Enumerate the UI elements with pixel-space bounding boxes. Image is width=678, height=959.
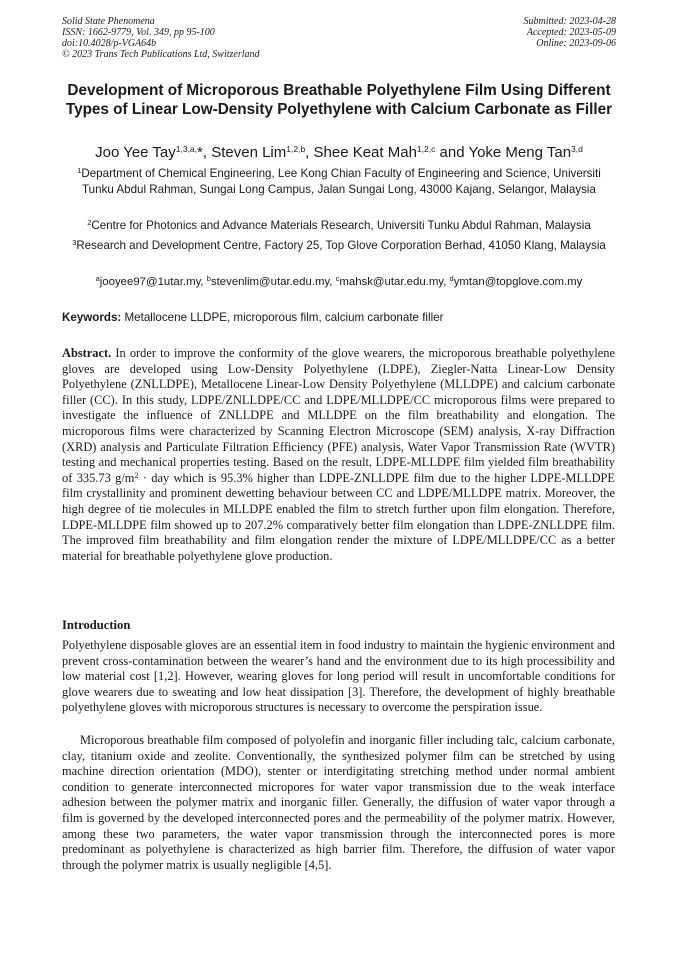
email-separator: , <box>443 276 450 288</box>
email-link[interactable]: ymtan@topglove.com.my <box>453 276 583 288</box>
section-heading-introduction: Introduction <box>62 618 131 632</box>
issn-line: ISSN: 1662-9779, Vol. 349, pp 95-100 <box>62 27 215 38</box>
author-list <box>40 144 638 162</box>
abstract-text: In order to improve the conformity of the glove wearers, the microporous breathable polyethylene gloves are developed using Low-Density Polyethylene (LDPE), Ziegler-Natta Linear-Low Density Polyethylene (ZNLLDPE), Metallocene Linear-Low Density Polyethylene (MLLDPE) and calcium carbonate filler (CC). In this study, LDPE/ZNLLDPE/CC and LDPE/MLLDPE/CC microporous films were prepared to investigate the influence of ZNLLDPE and MLLDPE on the film breathability and elongation. The microporous films were characterized by Scanning Electron Microscope (SEM) analysis, X-ray Diffraction (XRD) analysis and Particulate Filtration Efficiency (PFE) analysis, Water Vapor Transmission Rate (WVTR) testing and mechanical properties testing. Based on the result, LDPE-MLLDPE film yielded film breathability of 335.73 g/m <box>62 346 615 485</box>
author-separator: , <box>305 144 314 161</box>
paper-title: Development of Microporous Breathable Polyethylene Film Using Different Types of Linear Low-Density Polyethylene with Calcium Carbonate as Filler <box>65 82 613 118</box>
author-name: Steven Lim <box>211 144 287 161</box>
journal-name: Solid State Phenomena <box>62 16 155 27</box>
submitted-date: Submitted: 2023-04-28 <box>523 16 616 27</box>
author-affiliation-marker: 1,2,b <box>286 144 306 154</box>
affiliation-text: Centre for Photonics and Advance Materials Research, Universiti Tunku Abdul Rahman, Malaysia <box>91 219 591 232</box>
email-marker: b <box>206 274 211 283</box>
unit-superscript: 2 <box>134 470 139 480</box>
author-affiliation-marker: 3,d <box>571 144 583 154</box>
email-marker: c <box>335 274 340 283</box>
keywords-text: Metallocene LLDPE, microporous film, calcium carbonate filler <box>121 311 444 324</box>
author-emails <box>50 275 628 289</box>
email-separator: , <box>329 276 336 288</box>
email-link[interactable]: mahsk@utar.edu.my <box>339 276 444 288</box>
affiliation-1 <box>62 166 616 197</box>
copyright-line: © 2023 Trans Tech Publications Ltd, Switzerland <box>62 49 260 60</box>
abstract-text-continued: · day which is 95.3% higher than LDPE-ZNLLDPE film due to the higher LDPE-MLLDPE film crystallinity and prominent dewetting behaviour between CC and LDPE/MLLDPE matrix. Moreover, the high degree of tie molecules in MLLDPE enabled the film to stretch further upon film elongation. Therefore, LDPE-MLLDPE film showed up to 207.2% comparatively better film elongation than LDPE-ZNLLDPE film. The improved film breathability and film elongation render the mixture of LDPE/MLLDPE/CC as a better material for breathable polyethylene glove production. <box>62 470 615 563</box>
publication-dates <box>524 16 617 49</box>
introduction-paragraph-1: Polyethylene disposable gloves are an essential item in food industry to maintain the hygienic environment and prevent cross-contamination between the wearer’s hand and the environment due to its high processibility and low material cost [1,2]. However, wearing gloves for long period will result in uncomfortable conditions for glove wearers due to sweating and low heat dissipation [3]. Therefore, the development of highly breathable polyethylene gloves with microporous structures is necessary to overcome the perspiration issue. <box>62 638 615 715</box>
affiliation-number: 2 <box>87 218 92 227</box>
author-name: Shee Keat Mah <box>313 144 417 161</box>
introduction-paragraph-2: Microporous breathable film composed of polyolefin and inorganic filler including talc, calcium carbonate, clay, titanium oxide and zeolite. Conventionally, the synthesized polymer film can be stretched by using machine direction orientation (MDO), stenter or interdigitating stretching method under normal ambient condition to generate interconnected micropores for water vapor transmission due to the weak interface adhesion between the polymer matrix and inorganic filler. Generally, the diffusion of water vapor through a film is governed by the developed interconnected pores and the permeability of the polymer matrix. However, among these two parameters, the water vapor transmission through the interconnected pores is more predominant as polyethylene is characterized as high barrier film. Therefore, the diffusion of water vapor through the polymer matrix is usually negligible [4,5]. <box>62 733 615 872</box>
author-separator: and <box>435 144 469 161</box>
affiliation-number: 1 <box>77 166 82 175</box>
affiliation-number: 3 <box>72 238 77 247</box>
abstract-label: Abstract. <box>62 346 112 360</box>
affiliation-3 <box>62 238 616 254</box>
email-separator: , <box>200 276 207 288</box>
affiliation-2 <box>56 218 622 234</box>
keywords-label: Keywords: <box>62 311 122 324</box>
email-marker: d <box>449 274 454 283</box>
affiliation-text: Research and Development Centre, Factory 25, Top Glove Corporation Berhad, 41050 Klang, Malaysia <box>76 239 606 252</box>
affiliation-text: Department of Chemical Engineering, Lee Kong Chian Faculty of Engineering and Science, Universiti Tunku Abdul Rahman, Sungai Long Campus, Jalan Sungai Long, 43000 Kajang, Selangor, Malaysia <box>81 167 601 196</box>
author-affiliation-marker: 1,3,a, <box>175 144 198 154</box>
email-link[interactable]: jooyee97@1utar.my <box>99 276 201 288</box>
accepted-date: Accepted: 2023-05-09 <box>526 27 616 38</box>
online-date: Online: 2023-09-06 <box>536 38 616 49</box>
author-name: Yoke Meng Tan <box>468 144 572 161</box>
author-separator: *, <box>197 144 212 161</box>
keywords <box>62 311 616 325</box>
publication-info <box>62 16 260 60</box>
email-marker: a <box>95 274 100 283</box>
author-name: Joo Yee Tay <box>95 144 176 161</box>
author-affiliation-marker: 1,2,c <box>416 144 436 154</box>
abstract <box>62 346 615 564</box>
doi-line: doi:10.4028/p-VGA64b <box>62 38 157 49</box>
email-link[interactable]: stevenlim@utar.edu.my <box>210 276 330 288</box>
